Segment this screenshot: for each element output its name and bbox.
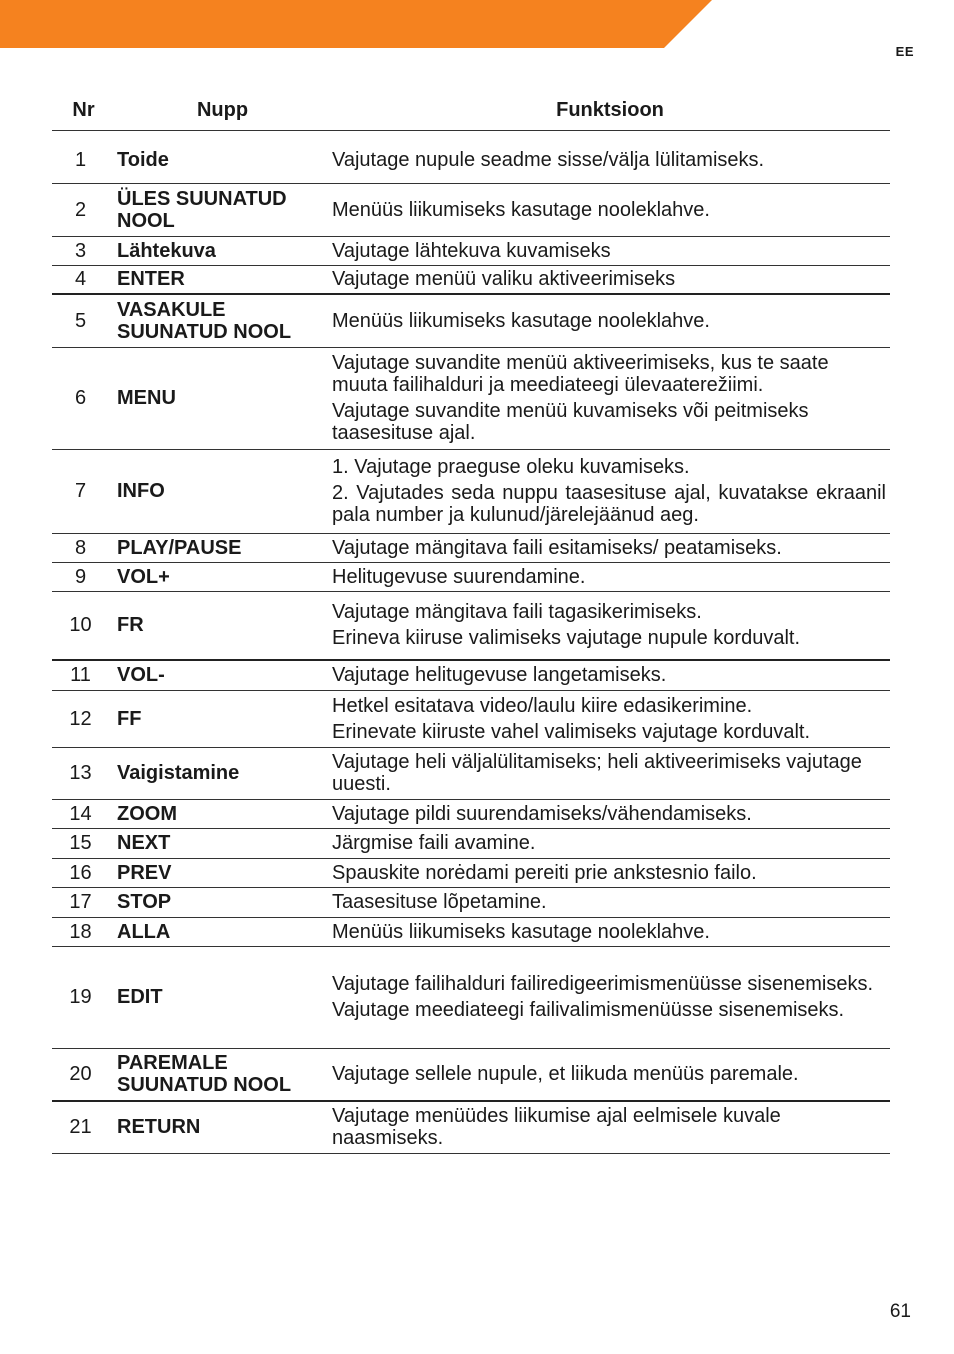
row-function: Spauskite norėdami pereiti prie ankstesnio failo. xyxy=(330,858,890,887)
row-function: Vajutage heli väljalülitamiseks; heli aktiveerimiseks vajutage uuesti. xyxy=(330,747,890,799)
row-nr: 3 xyxy=(52,236,115,265)
row-function: Vajutage mängitava faili tagasikerimiseks. Erineva kiiruse valimiseks vajutage nupule korduvalt. xyxy=(330,591,890,660)
table-row xyxy=(52,347,890,449)
row-button: ALLA xyxy=(115,917,330,946)
row-button: ENTER xyxy=(115,265,330,294)
table-row xyxy=(52,265,890,294)
row-function: Menüüs liikumiseks kasutage nooleklahve. xyxy=(330,294,890,347)
table-row xyxy=(52,533,890,562)
table-row xyxy=(52,236,890,265)
table-row xyxy=(52,1048,890,1101)
row-button: PAREMALE SUUNATUD NOOL xyxy=(115,1048,330,1101)
table-row xyxy=(52,449,890,533)
row-nr: 2 xyxy=(52,183,115,236)
row-button: RETURN xyxy=(115,1101,330,1153)
row-function: Menüüs liikumiseks kasutage nooleklahve. xyxy=(330,917,890,946)
table-row xyxy=(52,828,890,858)
row-nr: 16 xyxy=(52,858,115,887)
row-nr: 15 xyxy=(52,828,115,858)
row-nr: 12 xyxy=(52,690,115,747)
function-table xyxy=(52,90,890,1154)
row-function: Helitugevuse suurendamine. xyxy=(330,562,890,591)
row-function: 1. Vajutage praeguse oleku kuvamiseks. 2. Vajutades seda nuppu taasesituse ajal, kuvatakse ekraanil pala number ja kulunud/järelejäänud aeg. xyxy=(330,449,890,533)
header-banner xyxy=(0,0,954,50)
row-nr: 4 xyxy=(52,265,115,294)
row-nr: 17 xyxy=(52,887,115,917)
table-row xyxy=(52,747,890,799)
row-button: NEXT xyxy=(115,828,330,858)
row-nr: 8 xyxy=(52,533,115,562)
page-number: 61 xyxy=(889,1301,911,1322)
row-function: Taasesituse lõpetamine. xyxy=(330,887,890,917)
table-row xyxy=(52,660,890,690)
row-nr: 5 xyxy=(52,294,115,347)
table-row xyxy=(52,858,890,887)
row-button: VASAKULE SUUNATUD NOOL xyxy=(115,294,330,347)
row-function: Vajutage sellele nupule, et liikuda menüüs paremale. xyxy=(330,1048,890,1101)
row-button: Lähtekuva xyxy=(115,236,330,265)
row-button: FF xyxy=(115,690,330,747)
row-nr: 21 xyxy=(52,1101,115,1153)
table-row xyxy=(52,183,890,236)
row-button: ZOOM xyxy=(115,799,330,828)
row-function: Vajutage menüü valiku aktiveerimiseks xyxy=(330,265,890,294)
row-nr: 7 xyxy=(52,449,115,533)
table-row xyxy=(52,137,890,183)
table-header-row xyxy=(52,90,890,131)
row-nr: 13 xyxy=(52,747,115,799)
table-row xyxy=(52,799,890,828)
row-function: Hetkel esitatava video/laulu kiire edasikerimine. Erinevate kiiruste vahel valimiseks vajutage korduvalt. xyxy=(330,690,890,747)
row-button: STOP xyxy=(115,887,330,917)
table-row xyxy=(52,946,890,1048)
row-function: Vajutage pildi suurendamiseks/vähendamiseks. xyxy=(330,799,890,828)
row-button: MENU xyxy=(115,347,330,449)
row-nr: 20 xyxy=(52,1048,115,1101)
table-row xyxy=(52,562,890,591)
row-function: Vajutage suvandite menüü aktiveerimiseks, kus te saate muuta failihalduri ja meediateegi ülevaaterežiimi. Vajutage suvandite menüü kuvamiseks või peitmiseks taasesituse ajal. xyxy=(330,347,890,449)
row-function: Vajutage lähtekuva kuvamiseks xyxy=(330,236,890,265)
row-function: Vajutage failihalduri failiredigeerimismenüüsse sisenemiseks. Vajutage meediateegi failivalimismenüüsse sisenemiseks. xyxy=(330,946,890,1048)
row-nr: 18 xyxy=(52,917,115,946)
row-nr: 11 xyxy=(52,660,115,690)
row-nr: 1 xyxy=(52,137,115,183)
row-button: ÜLES SUUNATUD NOOL xyxy=(115,183,330,236)
table-row xyxy=(52,690,890,747)
row-button: VOL- xyxy=(115,660,330,690)
row-nr: 10 xyxy=(52,591,115,660)
language-code: EE xyxy=(895,44,914,59)
row-button: Vaigistamine xyxy=(115,747,330,799)
table-row xyxy=(52,591,890,660)
table-row xyxy=(52,917,890,946)
row-function: Menüüs liikumiseks kasutage nooleklahve. xyxy=(330,183,890,236)
row-button: FR xyxy=(115,591,330,660)
table-row xyxy=(52,887,890,917)
row-button: Toide xyxy=(115,137,330,183)
row-function: Vajutage helitugevuse langetamiseks. xyxy=(330,660,890,690)
row-button: PREV xyxy=(115,858,330,887)
row-nr: 14 xyxy=(52,799,115,828)
row-button: INFO xyxy=(115,449,330,533)
header-nr: Nr xyxy=(52,90,115,131)
row-function: Vajutage mängitava faili esitamiseks/ peatamiseks. xyxy=(330,533,890,562)
row-nr: 19 xyxy=(52,946,115,1048)
row-button: PLAY/PAUSE xyxy=(115,533,330,562)
table-row xyxy=(52,1101,890,1153)
row-button: VOL+ xyxy=(115,562,330,591)
row-nr: 6 xyxy=(52,347,115,449)
header-function: Funktsioon xyxy=(330,90,890,131)
table-row xyxy=(52,294,890,347)
header-button: Nupp xyxy=(115,90,330,131)
row-function: Vajutage nupule seadme sisse/välja lülitamiseks. xyxy=(330,137,890,183)
row-button: EDIT xyxy=(115,946,330,1048)
row-function: Vajutage menüüdes liikumise ajal eelmisele kuvale naasmiseks. xyxy=(330,1101,890,1153)
row-nr: 9 xyxy=(52,562,115,591)
row-function: Järgmise faili avamine. xyxy=(330,828,890,858)
